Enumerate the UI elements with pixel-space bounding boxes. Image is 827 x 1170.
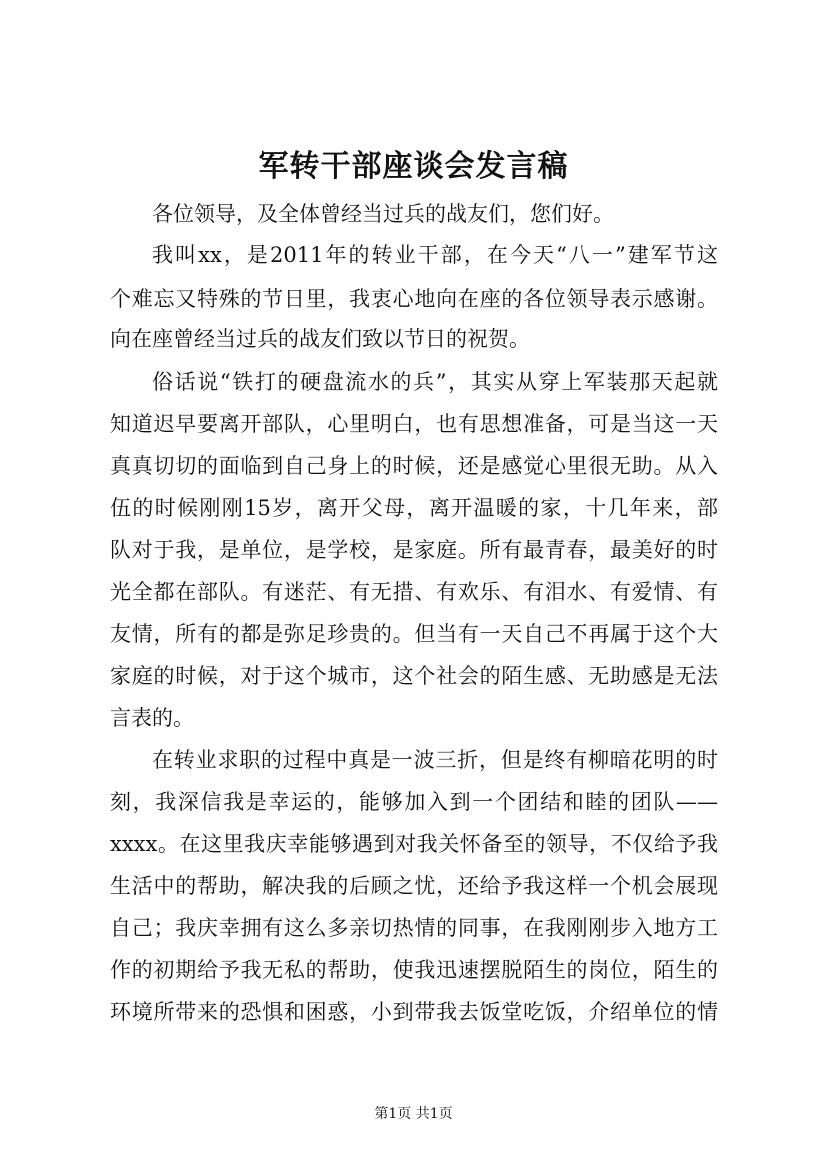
- text-line-12: 家庭的时候，对于这个城市，这个社会的陌生感、无助感是无法: [110, 664, 718, 688]
- text-line-6: 知道迟早要离开部队，心里明白，也有思想准备，可是当这一天: [110, 412, 718, 436]
- text-line-14: 在转业求职的过程中真是一波三折，但是终有柳暗花明的时: [152, 748, 718, 772]
- text-line-11: 友情，所有的都是弥足珍贵的。但当有一天自己不再属于这个大: [110, 622, 718, 646]
- text-line-5: 俗话说“铁打的硬盘流水的兵”，其实从穿上军装那天起就: [152, 370, 718, 394]
- text-line-3: 个难忘又特殊的节日里，我衷心地向在座的各位领导表示感谢。: [110, 287, 718, 311]
- text-line-4: 向在座曾经当过兵的战友们致以节日的祝贺。: [110, 327, 530, 351]
- text-line-18: 自己；我庆幸拥有这么多亲切热情的同事，在我刚刚步入地方工: [110, 916, 718, 940]
- text-line-8: 伍的时候刚刚15岁，离开父母，离开温暖的家，十几年来，部: [110, 496, 718, 520]
- text-line-9: 队对于我，是单位，是学校，是家庭。所有最青春，最美好的时: [110, 538, 718, 562]
- text-line-19: 作的初期给予我无私的帮助，使我迅速摆脱陌生的岗位，陌生的: [110, 958, 718, 982]
- text-line-1: 各位领导，及全体曾经当过兵的战友们，您们好。: [152, 202, 614, 226]
- text-line-10: 光全都在部队。有迷茫、有无措、有欢乐、有泪水、有爱情、有: [110, 580, 718, 604]
- text-line-17: 生活中的帮助，解决我的后顾之忧，还给予我这样一个机会展现: [110, 874, 718, 898]
- page-title: 军转干部座谈会发言稿: [258, 149, 569, 184]
- text-line-16: xxxx。在这里我庆幸能够遇到对我关怀备至的领导，不仅给予我: [110, 832, 718, 856]
- text-line-20: 环境所带来的恐惧和困惑，小到带我去饭堂吃饭，介绍单位的情: [110, 1000, 718, 1024]
- text-line-2: 我叫xx，是2011年的转业干部，在今天“八一”建军节这: [152, 243, 718, 267]
- page-footer: 第1页 共1页: [374, 1106, 453, 1122]
- text-line-13: 言表的。: [110, 706, 194, 730]
- text-line-15: 刻，我深信我是幸运的，能够加入到一个团结和睦的团队——: [110, 790, 718, 814]
- text-line-7: 真真切切的面临到自己身上的时候，还是感觉心里很无助。从入: [110, 454, 718, 478]
